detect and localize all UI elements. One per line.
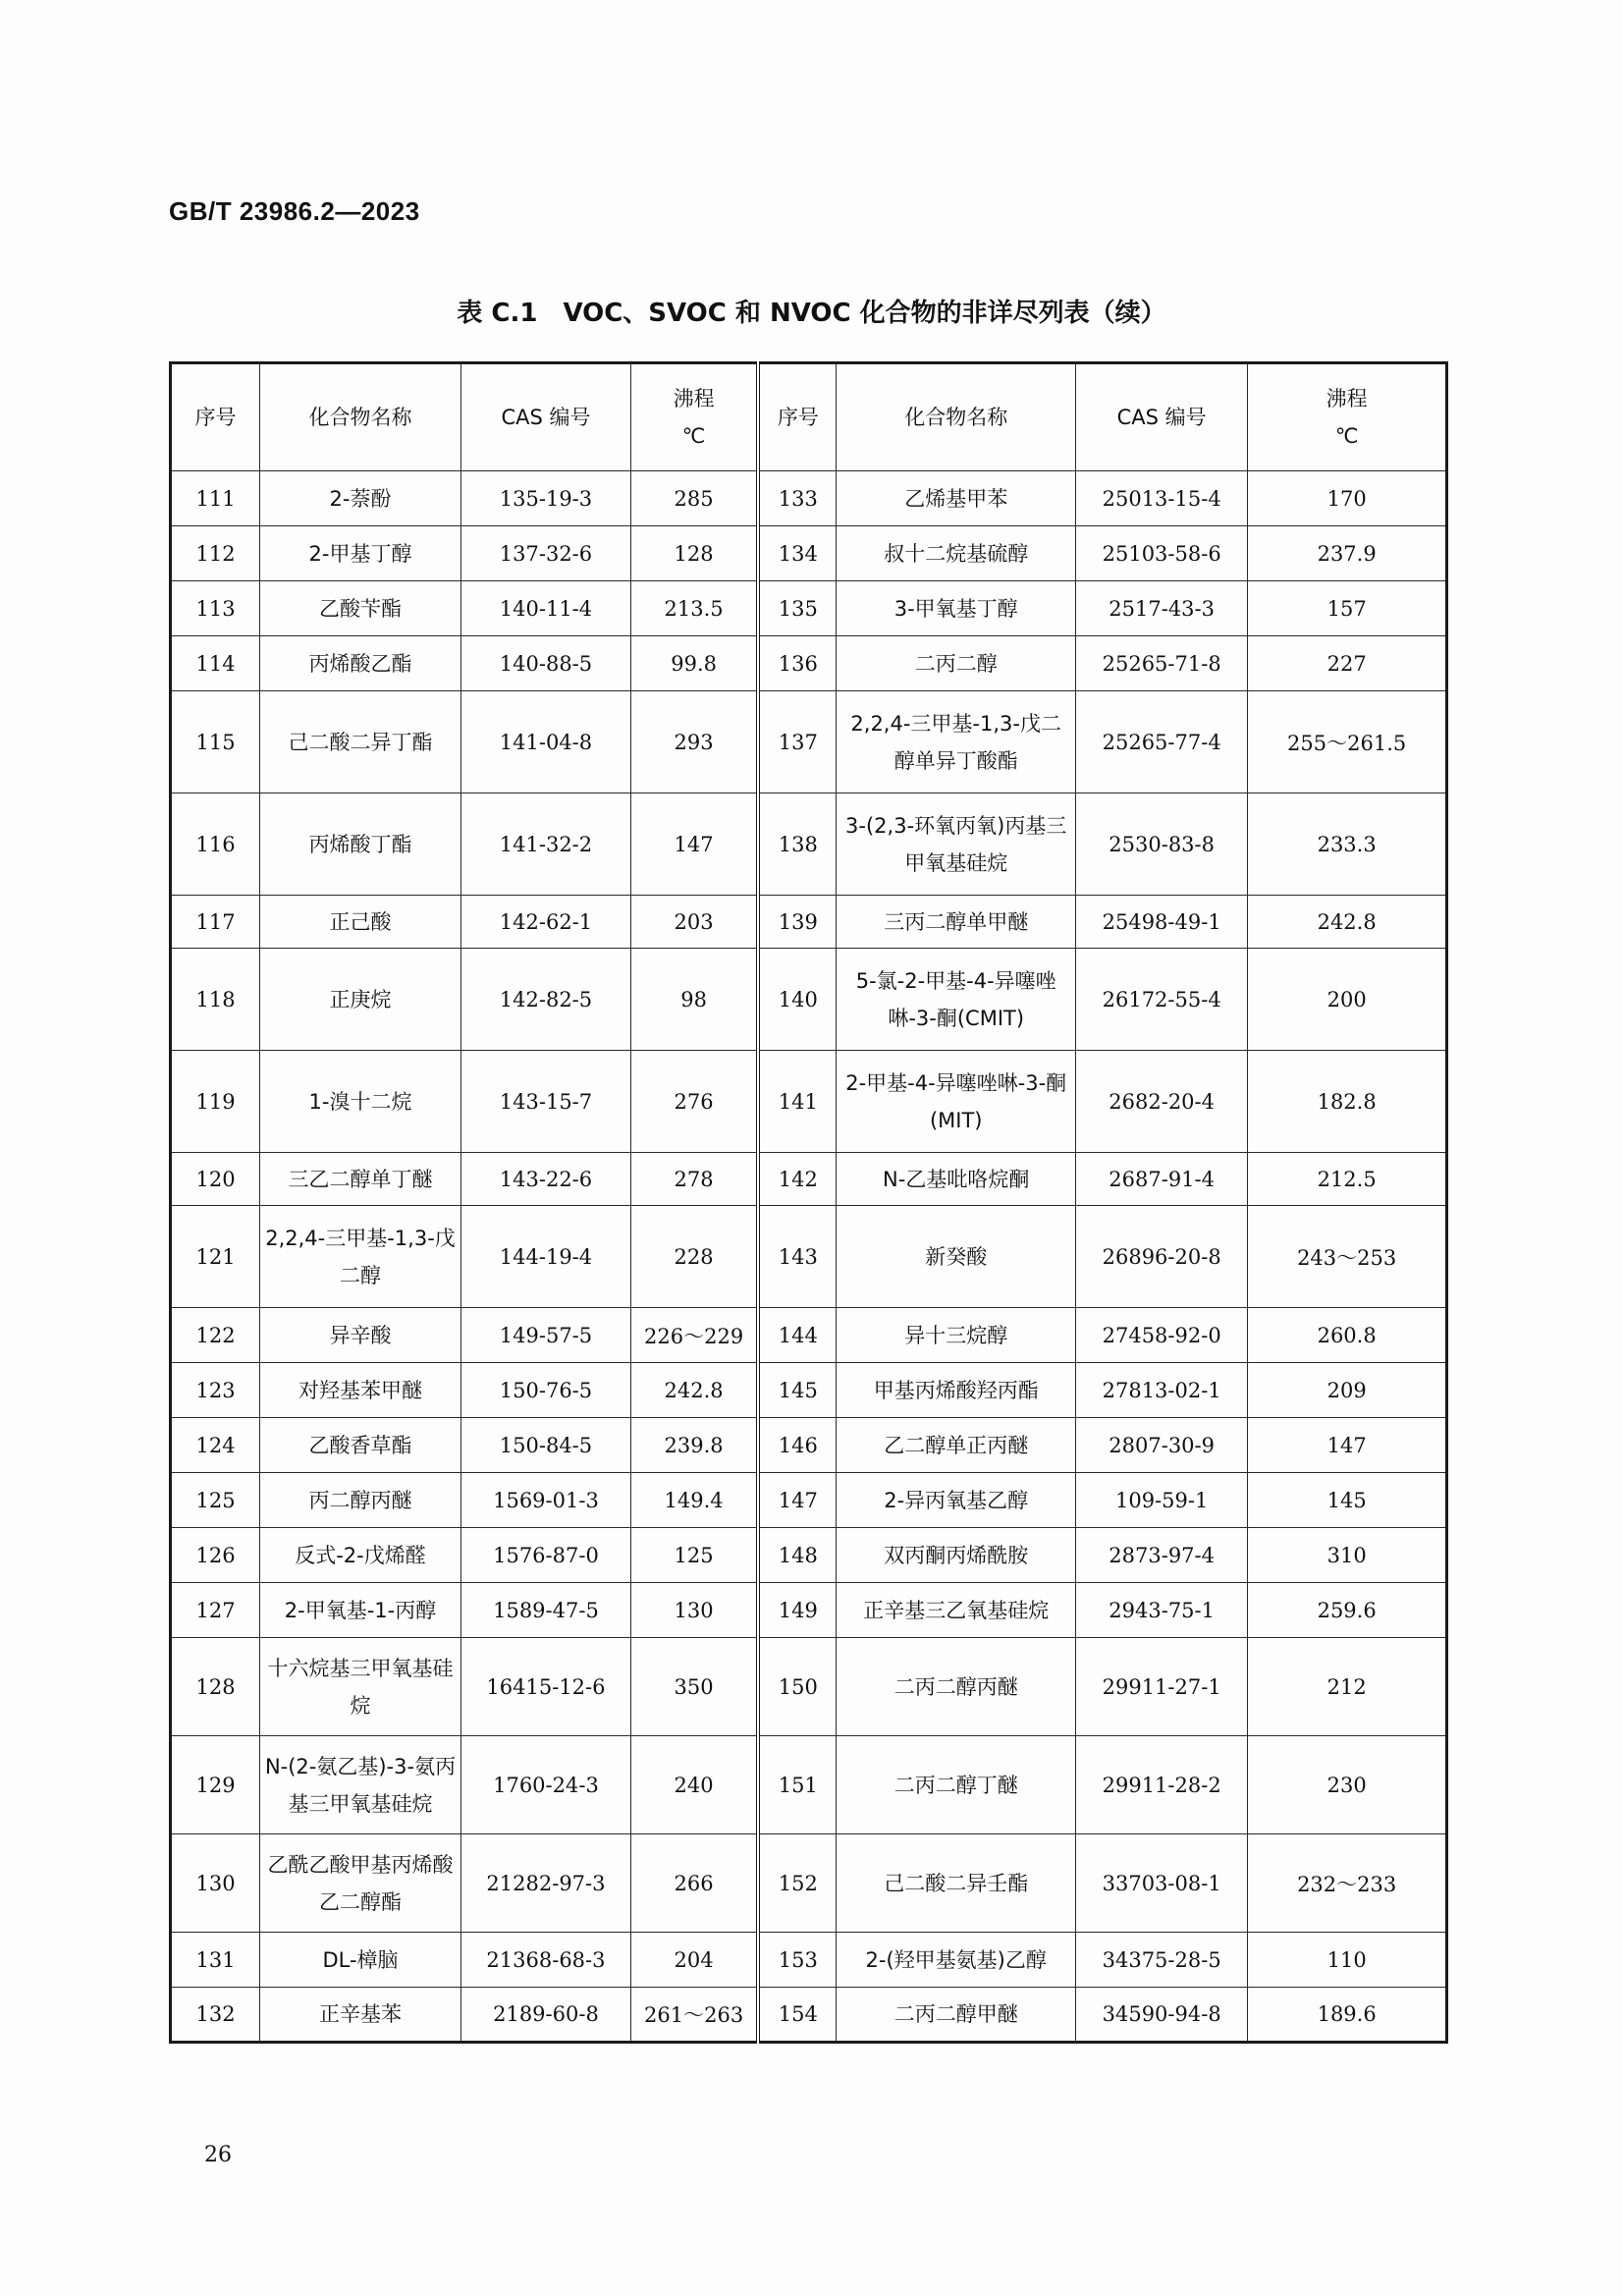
boiling-range: 145 bbox=[1248, 1473, 1447, 1528]
compound-name: 对羟基苯甲醚 bbox=[260, 1363, 461, 1418]
row-number: 118 bbox=[171, 949, 260, 1051]
compound-name: 乙烯基甲苯 bbox=[837, 471, 1076, 526]
compound-name: 2-异丙氧基乙醇 bbox=[837, 1473, 1076, 1528]
row-number: 137 bbox=[758, 691, 837, 793]
header-name: 化合物名称 bbox=[837, 363, 1076, 471]
compound-name: 异辛酸 bbox=[260, 1308, 461, 1363]
row-number: 114 bbox=[171, 636, 260, 691]
cas-number: 2943-75-1 bbox=[1076, 1583, 1248, 1638]
compound-name: 1-溴十二烷 bbox=[260, 1051, 461, 1153]
boiling-range: 240 bbox=[630, 1736, 758, 1834]
header-boiling-range bbox=[1248, 363, 1447, 471]
cas-number: 1569-01-3 bbox=[460, 1473, 630, 1528]
compound-name: N-(2-氨乙基)-3-氨丙基三甲氧基硅烷 bbox=[260, 1736, 461, 1834]
row-number: 126 bbox=[171, 1528, 260, 1583]
header-boiling-range bbox=[630, 363, 758, 471]
row-number: 152 bbox=[758, 1834, 837, 1933]
compound-table bbox=[169, 361, 1448, 2044]
table-row bbox=[171, 636, 1447, 691]
row-number: 135 bbox=[758, 581, 837, 636]
cas-number: 2873-97-4 bbox=[1076, 1528, 1248, 1583]
cas-number: 135-19-3 bbox=[460, 471, 630, 526]
compound-name: 2,2,4-三甲基-1,3-戊二醇 bbox=[260, 1206, 461, 1308]
boiling-range: 212.5 bbox=[1248, 1153, 1447, 1206]
compound-name: 乙酸苄酯 bbox=[260, 581, 461, 636]
header-cas: CAS 编号 bbox=[1076, 363, 1248, 471]
table-row bbox=[171, 1363, 1447, 1418]
compound-name: 三丙二醇单甲醚 bbox=[837, 896, 1076, 949]
compound-name: 双丙酮丙烯酰胺 bbox=[837, 1528, 1076, 1583]
compound-name: 己二酸二异壬酯 bbox=[837, 1834, 1076, 1933]
row-number: 134 bbox=[758, 526, 837, 581]
table-row bbox=[171, 1638, 1447, 1736]
boiling-range: 130 bbox=[630, 1583, 758, 1638]
row-number: 130 bbox=[171, 1834, 260, 1933]
cas-number: 25265-77-4 bbox=[1076, 691, 1248, 793]
compound-name: 2-(羟甲基氨基)乙醇 bbox=[837, 1933, 1076, 1988]
cas-number: 16415-12-6 bbox=[460, 1638, 630, 1736]
compound-name: 反式-2-戊烯醛 bbox=[260, 1528, 461, 1583]
compound-name: 3-甲氧基丁醇 bbox=[837, 581, 1076, 636]
table-row bbox=[171, 691, 1447, 793]
row-number: 112 bbox=[171, 526, 260, 581]
cas-number: 26896-20-8 bbox=[1076, 1206, 1248, 1308]
row-number: 148 bbox=[758, 1528, 837, 1583]
table-row bbox=[171, 581, 1447, 636]
table-row bbox=[171, 1834, 1447, 1933]
row-number: 141 bbox=[758, 1051, 837, 1153]
compound-name: 十六烷基三甲氧基硅烷 bbox=[260, 1638, 461, 1736]
row-number: 146 bbox=[758, 1418, 837, 1473]
cas-number: 27458-92-0 bbox=[1076, 1308, 1248, 1363]
cas-number: 2189-60-8 bbox=[460, 1988, 630, 2043]
cas-number: 140-11-4 bbox=[460, 581, 630, 636]
compound-name: DL-樟脑 bbox=[260, 1933, 461, 1988]
compound-name: 甲基丙烯酸羟丙酯 bbox=[837, 1363, 1076, 1418]
boiling-range: 230 bbox=[1248, 1736, 1447, 1834]
row-number: 136 bbox=[758, 636, 837, 691]
row-number: 151 bbox=[758, 1736, 837, 1834]
cas-number: 26172-55-4 bbox=[1076, 949, 1248, 1051]
cas-number: 27813-02-1 bbox=[1076, 1363, 1248, 1418]
compound-name: 叔十二烷基硫醇 bbox=[837, 526, 1076, 581]
compound-name: 丙烯酸丁酯 bbox=[260, 793, 461, 896]
standard-code: GB/T 23986.2—2023 bbox=[169, 196, 420, 226]
table-header-row bbox=[171, 363, 1447, 471]
cas-number: 25103-58-6 bbox=[1076, 526, 1248, 581]
table-row bbox=[171, 949, 1447, 1051]
cas-number: 2530-83-8 bbox=[1076, 793, 1248, 896]
cas-number: 25013-15-4 bbox=[1076, 471, 1248, 526]
cas-number: 142-62-1 bbox=[460, 896, 630, 949]
cas-number: 34375-28-5 bbox=[1076, 1933, 1248, 1988]
cas-number: 21368-68-3 bbox=[460, 1933, 630, 1988]
row-number: 123 bbox=[171, 1363, 260, 1418]
boiling-range: 147 bbox=[630, 793, 758, 896]
compound-name: 二丙二醇丙醚 bbox=[837, 1638, 1076, 1736]
header-no: 序号 bbox=[758, 363, 837, 471]
header-bp-unit: ℃ bbox=[1334, 424, 1359, 448]
compound-name: 3-(2,3-环氧丙氧)丙基三甲氧基硅烷 bbox=[837, 793, 1076, 896]
boiling-range: 276 bbox=[630, 1051, 758, 1153]
row-number: 154 bbox=[758, 1988, 837, 2043]
boiling-range: 350 bbox=[630, 1638, 758, 1736]
table-row bbox=[171, 1418, 1447, 1473]
boiling-range: 125 bbox=[630, 1528, 758, 1583]
cas-number: 109-59-1 bbox=[1076, 1473, 1248, 1528]
cas-number: 143-15-7 bbox=[460, 1051, 630, 1153]
boiling-range: 128 bbox=[630, 526, 758, 581]
table-row bbox=[171, 793, 1447, 896]
page-number: 26 bbox=[204, 2143, 232, 2167]
boiling-range: 212 bbox=[1248, 1638, 1447, 1736]
row-number: 139 bbox=[758, 896, 837, 949]
cas-number: 2517-43-3 bbox=[1076, 581, 1248, 636]
boiling-range: 157 bbox=[1248, 581, 1447, 636]
boiling-range: 293 bbox=[630, 691, 758, 793]
row-number: 117 bbox=[171, 896, 260, 949]
boiling-range: 227 bbox=[1248, 636, 1447, 691]
row-number: 116 bbox=[171, 793, 260, 896]
compound-name: 二丙二醇 bbox=[837, 636, 1076, 691]
row-number: 145 bbox=[758, 1363, 837, 1418]
boiling-range: 255～261.5 bbox=[1248, 691, 1447, 793]
table-row bbox=[171, 1051, 1447, 1153]
boiling-range: 200 bbox=[1248, 949, 1447, 1051]
row-number: 140 bbox=[758, 949, 837, 1051]
row-number: 143 bbox=[758, 1206, 837, 1308]
row-number: 132 bbox=[171, 1988, 260, 2043]
compound-name: 2-甲氧基-1-丙醇 bbox=[260, 1583, 461, 1638]
boiling-range: 209 bbox=[1248, 1363, 1447, 1418]
compound-name: 二丙二醇甲醚 bbox=[837, 1988, 1076, 2043]
boiling-range: 232～233 bbox=[1248, 1834, 1447, 1933]
compound-name: 丙烯酸乙酯 bbox=[260, 636, 461, 691]
boiling-range: 261～263 bbox=[630, 1988, 758, 2043]
compound-name: 乙酸香草酯 bbox=[260, 1418, 461, 1473]
boiling-range: 147 bbox=[1248, 1418, 1447, 1473]
cas-number: 149-57-5 bbox=[460, 1308, 630, 1363]
compound-name: 正庚烷 bbox=[260, 949, 461, 1051]
compound-name: 二丙二醇丁醚 bbox=[837, 1736, 1076, 1834]
cas-number: 33703-08-1 bbox=[1076, 1834, 1248, 1933]
boiling-range: 110 bbox=[1248, 1933, 1447, 1988]
boiling-range: 233.3 bbox=[1248, 793, 1447, 896]
boiling-range: 226～229 bbox=[630, 1308, 758, 1363]
row-number: 144 bbox=[758, 1308, 837, 1363]
header-cas: CAS 编号 bbox=[460, 363, 630, 471]
boiling-range: 170 bbox=[1248, 471, 1447, 526]
row-number: 122 bbox=[171, 1308, 260, 1363]
cas-number: 143-22-6 bbox=[460, 1153, 630, 1206]
row-number: 124 bbox=[171, 1418, 260, 1473]
row-number: 127 bbox=[171, 1583, 260, 1638]
row-number: 125 bbox=[171, 1473, 260, 1528]
header-bp-unit: ℃ bbox=[681, 424, 706, 448]
row-number: 128 bbox=[171, 1638, 260, 1736]
table-row bbox=[171, 1153, 1447, 1206]
table-row bbox=[171, 1988, 1447, 2043]
boiling-range: 260.8 bbox=[1248, 1308, 1447, 1363]
boiling-range: 237.9 bbox=[1248, 526, 1447, 581]
cas-number: 137-32-6 bbox=[460, 526, 630, 581]
row-number: 111 bbox=[171, 471, 260, 526]
boiling-range: 228 bbox=[630, 1206, 758, 1308]
row-number: 119 bbox=[171, 1051, 260, 1153]
row-number: 121 bbox=[171, 1206, 260, 1308]
compound-name: 2-甲基-4-异噻唑啉-3-酮(MIT) bbox=[837, 1051, 1076, 1153]
cas-number: 150-84-5 bbox=[460, 1418, 630, 1473]
boiling-range: 242.8 bbox=[630, 1363, 758, 1418]
compound-name: 正辛基三乙氧基硅烷 bbox=[837, 1583, 1076, 1638]
compound-name: 异十三烷醇 bbox=[837, 1308, 1076, 1363]
row-number: 115 bbox=[171, 691, 260, 793]
header-no: 序号 bbox=[171, 363, 260, 471]
boiling-range: 310 bbox=[1248, 1528, 1447, 1583]
boiling-range: 189.6 bbox=[1248, 1988, 1447, 2043]
boiling-range: 149.4 bbox=[630, 1473, 758, 1528]
compound-name: 2-甲基丁醇 bbox=[260, 526, 461, 581]
table-row bbox=[171, 1736, 1447, 1834]
cas-number: 21282-97-3 bbox=[460, 1834, 630, 1933]
row-number: 142 bbox=[758, 1153, 837, 1206]
row-number: 133 bbox=[758, 471, 837, 526]
table-title: 表 C.1 VOC、SVOC 和 NVOC 化合物的非详尽列表（续） bbox=[457, 299, 1166, 328]
compound-name: 乙二醇单正丙醚 bbox=[837, 1418, 1076, 1473]
compound-name: 丙二醇丙醚 bbox=[260, 1473, 461, 1528]
compound-name: 三乙二醇单丁醚 bbox=[260, 1153, 461, 1206]
cas-number: 141-32-2 bbox=[460, 793, 630, 896]
boiling-range: 242.8 bbox=[1248, 896, 1447, 949]
cas-number: 150-76-5 bbox=[460, 1363, 630, 1418]
compound-name: 2,2,4-三甲基-1,3-戊二醇单异丁酸酯 bbox=[837, 691, 1076, 793]
row-number: 113 bbox=[171, 581, 260, 636]
boiling-range: 98 bbox=[630, 949, 758, 1051]
cas-number: 25265-71-8 bbox=[1076, 636, 1248, 691]
boiling-range: 99.8 bbox=[630, 636, 758, 691]
cas-number: 140-88-5 bbox=[460, 636, 630, 691]
boiling-range: 285 bbox=[630, 471, 758, 526]
table-row bbox=[171, 1206, 1447, 1308]
table-row bbox=[171, 471, 1447, 526]
cas-number: 2682-20-4 bbox=[1076, 1051, 1248, 1153]
table-row bbox=[171, 1933, 1447, 1988]
boiling-range: 239.8 bbox=[630, 1418, 758, 1473]
compound-name: 正己酸 bbox=[260, 896, 461, 949]
compound-name: N-乙基吡咯烷酮 bbox=[837, 1153, 1076, 1206]
table-body bbox=[171, 471, 1447, 2043]
boiling-range: 259.6 bbox=[1248, 1583, 1447, 1638]
header-name: 化合物名称 bbox=[260, 363, 461, 471]
compound-name: 5-氯-2-甲基-4-异噻唑啉-3-酮(CMIT) bbox=[837, 949, 1076, 1051]
cas-number: 142-82-5 bbox=[460, 949, 630, 1051]
boiling-range: 278 bbox=[630, 1153, 758, 1206]
compound-name: 己二酸二异丁酯 bbox=[260, 691, 461, 793]
boiling-range: 182.8 bbox=[1248, 1051, 1447, 1153]
row-number: 131 bbox=[171, 1933, 260, 1988]
row-number: 138 bbox=[758, 793, 837, 896]
cas-number: 29911-28-2 bbox=[1076, 1736, 1248, 1834]
row-number: 147 bbox=[758, 1473, 837, 1528]
row-number: 150 bbox=[758, 1638, 837, 1736]
table-row bbox=[171, 1308, 1447, 1363]
table-row bbox=[171, 1473, 1447, 1528]
compound-name: 新癸酸 bbox=[837, 1206, 1076, 1308]
cas-number: 34590-94-8 bbox=[1076, 1988, 1248, 2043]
header-bp-label: 沸程 bbox=[673, 387, 715, 410]
cas-number: 2807-30-9 bbox=[1076, 1418, 1248, 1473]
cas-number: 1760-24-3 bbox=[460, 1736, 630, 1834]
cas-number: 29911-27-1 bbox=[1076, 1638, 1248, 1736]
table-row bbox=[171, 896, 1447, 949]
compound-name: 乙酰乙酸甲基丙烯酸乙二醇酯 bbox=[260, 1834, 461, 1933]
boiling-range: 266 bbox=[630, 1834, 758, 1933]
cas-number: 25498-49-1 bbox=[1076, 896, 1248, 949]
cas-number: 144-19-4 bbox=[460, 1206, 630, 1308]
cas-number: 141-04-8 bbox=[460, 691, 630, 793]
boiling-range: 213.5 bbox=[630, 581, 758, 636]
cas-number: 2687-91-4 bbox=[1076, 1153, 1248, 1206]
header-bp-label: 沸程 bbox=[1325, 387, 1368, 410]
boiling-range: 203 bbox=[630, 896, 758, 949]
compound-name: 正辛基苯 bbox=[260, 1988, 461, 2043]
row-number: 120 bbox=[171, 1153, 260, 1206]
row-number: 149 bbox=[758, 1583, 837, 1638]
boiling-range: 204 bbox=[630, 1933, 758, 1988]
table-row bbox=[171, 1583, 1447, 1638]
table-row bbox=[171, 526, 1447, 581]
cas-number: 1576-87-0 bbox=[460, 1528, 630, 1583]
compound-name: 2-萘酚 bbox=[260, 471, 461, 526]
row-number: 129 bbox=[171, 1736, 260, 1834]
boiling-range: 243～253 bbox=[1248, 1206, 1447, 1308]
row-number: 153 bbox=[758, 1933, 837, 1988]
cas-number: 1589-47-5 bbox=[460, 1583, 630, 1638]
table-row bbox=[171, 1528, 1447, 1583]
